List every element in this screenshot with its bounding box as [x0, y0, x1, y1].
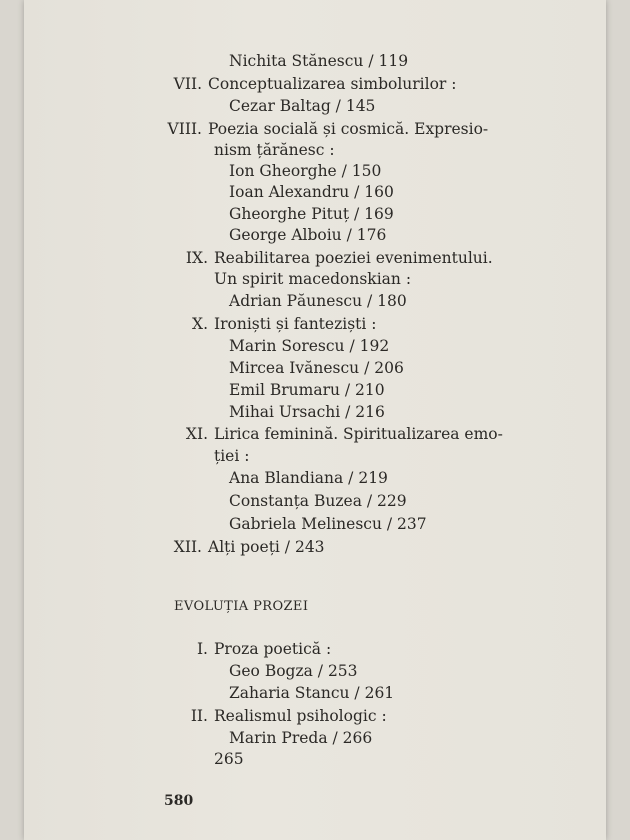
toc-entry: Constanța Buzea / 229 [229, 492, 407, 510]
toc-entry: Gheorghe Pituț / 169 [229, 205, 394, 223]
toc-chapter-ix [160, 249, 493, 267]
toc-entry: Zaharia Stancu / 261 [229, 684, 395, 702]
toc-entry: Ioan Alexandru / 160 [229, 183, 394, 201]
chapter-number: I. [196, 640, 208, 658]
toc-entry: Nichita Stănescu / 119 [229, 52, 409, 70]
chapter-title: Conceptualizarea simbolurilor : [208, 75, 457, 93]
chapter-number: VII. [173, 75, 202, 93]
toc-chapter-i [160, 640, 331, 658]
toc-entry: Geo Bogza / 253 [229, 662, 358, 680]
toc-entry: Ion Gheorghe / 150 [229, 162, 382, 180]
toc-chapter-viii [154, 120, 488, 138]
toc-entry: Marin Sorescu / 192 [229, 337, 390, 355]
chapter-title: Lirica feminină. Spiritualizarea emo- [214, 425, 503, 443]
toc-chapter-ii [160, 707, 387, 725]
toc-entry: Cezar Baltag / 145 [229, 97, 376, 115]
chapter-number: VIII. [167, 120, 202, 138]
chapter-number: IX. [185, 249, 208, 267]
toc-entry: Mircea Ivănescu / 206 [229, 359, 404, 377]
chapter-title: Realismul psihologic : [214, 707, 387, 725]
toc-chapter-xi [160, 425, 503, 443]
chapter-title: Reabilitarea poeziei evenimentului. [214, 249, 493, 267]
toc-entry: George Alboiu / 176 [229, 226, 387, 244]
toc-entry: Adrian Păunescu / 180 [229, 292, 407, 310]
chapter-title: Ironiști și fanteziști : [214, 315, 377, 333]
chapter-number: X. [192, 315, 208, 333]
chapter-title: Poezia socială și cosmică. Expresio- [208, 120, 489, 138]
toc-entry: 265 [214, 750, 244, 768]
toc-entry: Ana Blandiana / 219 [229, 469, 388, 487]
chapter-number: II. [190, 707, 208, 725]
chapter-number: XII. [173, 538, 202, 556]
toc-chapter-xii [154, 538, 325, 556]
chapter-title: Alți poeți / 243 [208, 538, 325, 556]
chapter-title-continued: Un spirit macedonskian : [214, 270, 412, 288]
toc-chapter-vii [154, 75, 457, 93]
toc-entry: Emil Brumaru / 210 [229, 381, 385, 399]
chapter-title-continued: nism țărănesc : [214, 141, 335, 159]
toc-entry: Gabriela Melinescu / 237 [229, 515, 427, 533]
book-page [24, 0, 606, 840]
chapter-number: XI. [185, 425, 208, 443]
chapter-title: Proza poetică : [214, 640, 332, 658]
section-heading: EVOLUȚIA PROZEI [174, 599, 309, 614]
toc-entry: Marin Preda / 266 [229, 729, 373, 747]
chapter-title-continued: ției : [214, 447, 250, 465]
page-number: 580 [164, 793, 194, 809]
toc-entry: Mihai Ursachi / 216 [229, 403, 385, 421]
toc-chapter-x [160, 315, 377, 333]
